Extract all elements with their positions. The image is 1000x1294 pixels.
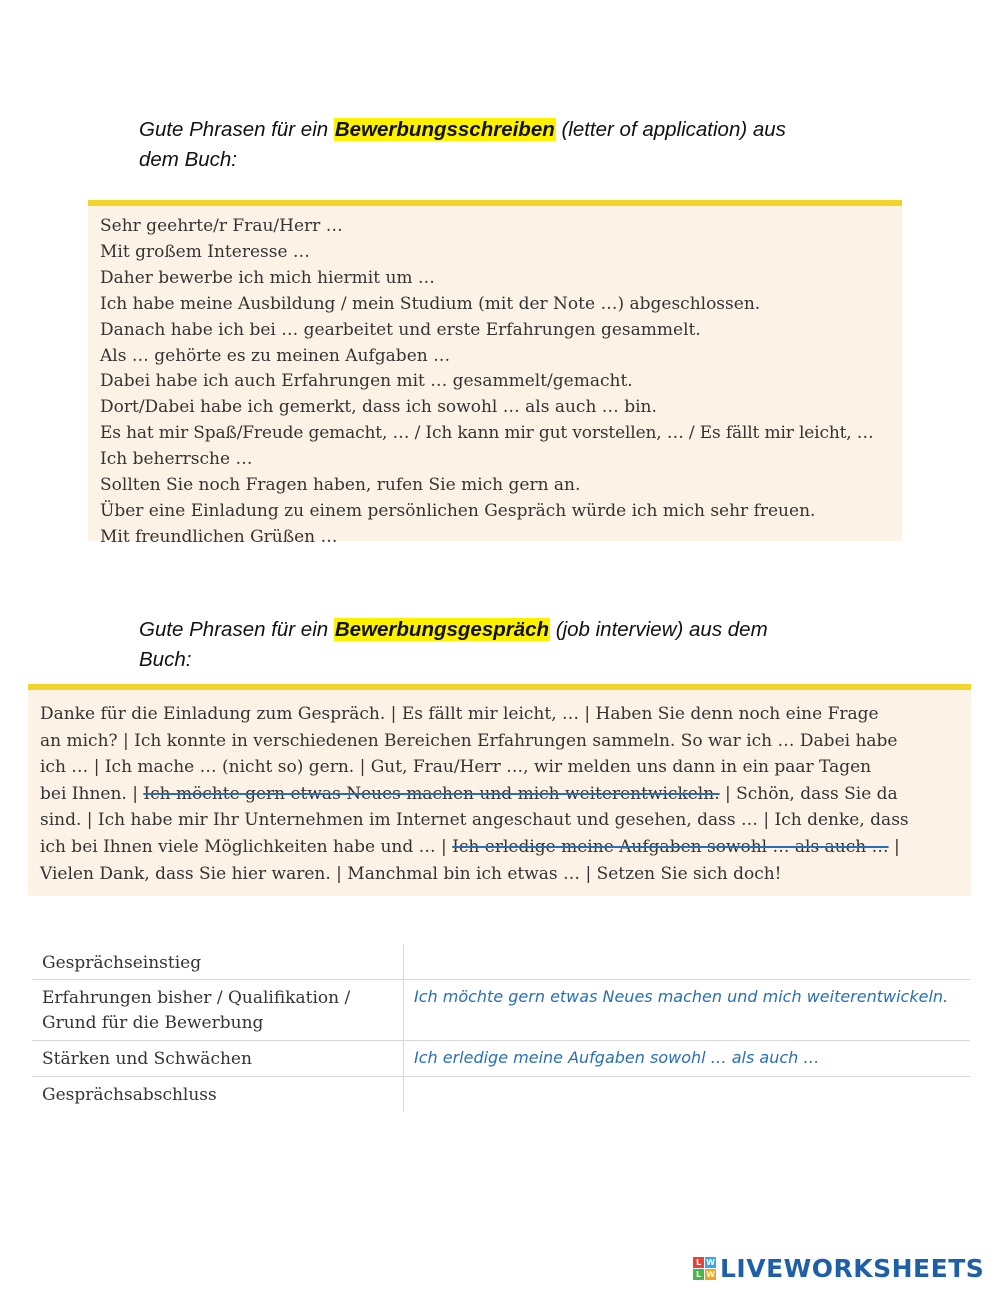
struck-phrase: Ich möchte gern etwas Neues machen und mich weiterentwickeln.	[143, 783, 720, 804]
phrase-line: Sollten Sie noch Fragen haben, rufen Sie mich gern an.	[100, 475, 581, 496]
struck-phrase: Ich erledige meine Aufgaben sowohl … als auch …	[452, 836, 889, 857]
row-label: Stärken und Schwächen	[32, 1041, 404, 1076]
section2-heading	[139, 615, 839, 675]
text-segment: bei Ihnen. |	[40, 783, 144, 804]
logo-letter: L	[693, 1269, 704, 1280]
text-segment: ich bei Ihnen viele Möglichkeiten habe und … |	[40, 836, 453, 857]
heading-line2: Buch:	[139, 648, 192, 671]
heading-line2: dem Buch:	[139, 148, 237, 171]
heading-highlight: Bewerbungsschreiben	[334, 118, 555, 141]
heading-suffix: (job interview) aus dem	[550, 618, 768, 641]
phrase-line: Mit freundlichen Grüßen …	[100, 526, 338, 547]
phrase-line: Es hat mir Spaß/Freude gemacht, … / Ich kann mir gut vorstellen, … / Es fällt mir leicht, …	[100, 423, 874, 444]
letter-phrases-box	[88, 200, 902, 547]
logo-letter: W	[706, 1258, 715, 1267]
phrase-line: Dort/Dabei habe ich gemerkt, dass ich sowohl … als auch … bin.	[100, 397, 657, 418]
paragraph-line: Vielen Dank, dass Sie hier waren. | Manchmal bin ich etwas … | Setzen Sie sich doch!	[40, 863, 782, 884]
paragraph-line: sind. | Ich habe mir Ihr Unternehmen im Internet angeschaut und gesehen, dass … | Ich denke, dass	[40, 810, 909, 831]
logo-mark-icon	[693, 1257, 716, 1280]
heading-suffix: (letter of application) aus	[555, 118, 786, 141]
table-row	[32, 944, 970, 980]
answer-field[interactable]: Ich möchte gern etwas Neues machen und mich weiterentwickeln.	[414, 987, 949, 1006]
answer-field[interactable]	[404, 944, 970, 979]
paragraph-line: an mich? | Ich konnte in verschiedenen Bereichen Erfahrungen sammeln. So war ich … Dabei habe	[40, 730, 898, 751]
paragraph-line: ich … | Ich mache … (nicht so) gern. | Gut, Frau/Herr …, wir melden uns dann in ein paar Tagen	[40, 757, 872, 778]
heading-prefix: Gute Phrasen für ein	[139, 618, 334, 641]
phrase-line: Über eine Einladung zu einem persönlichen Gespräch würde ich mich sehr freuen.	[100, 500, 816, 521]
logo-letter: W	[706, 1270, 715, 1279]
section1-heading	[139, 115, 839, 175]
row-label: Erfahrungen bisher / Qualifikation / Grund für die Bewerbung	[32, 980, 404, 1040]
phrase-line: Daher bewerbe ich mich hiermit um …	[100, 267, 435, 288]
heading-highlight: Bewerbungsgespräch	[334, 618, 550, 641]
liveworksheets-logo	[693, 1254, 984, 1283]
phrase-line: Ich habe meine Ausbildung / mein Studium (mit der Note …) abgeschlossen.	[100, 293, 761, 314]
phrase-line: Als … gehörte es zu meinen Aufgaben …	[100, 345, 451, 366]
phrase-line: Ich beherrsche …	[100, 449, 253, 470]
interview-phrases-paragraph	[40, 701, 970, 887]
interview-phrases-box	[28, 684, 971, 896]
answer-field[interactable]: Ich erledige meine Aufgaben sowohl … als auch …	[414, 1048, 820, 1067]
phrase-list	[100, 214, 874, 551]
logo-text: LIVEWORKSHEETS	[720, 1254, 985, 1283]
logo-letter: L	[693, 1257, 704, 1268]
phrase-line: Dabei habe ich auch Erfahrungen mit … gesammelt/gemacht.	[100, 371, 633, 392]
answer-field[interactable]	[404, 1077, 970, 1112]
row-label: Gesprächseinstieg	[32, 944, 404, 979]
row-label: Gesprächsabschluss	[32, 1077, 404, 1112]
heading-prefix: Gute Phrasen für ein	[139, 118, 334, 141]
paragraph-line	[40, 781, 970, 808]
paragraph-line	[40, 834, 970, 861]
table-row	[32, 1041, 970, 1077]
paragraph-line: Danke für die Einladung zum Gespräch. | Es fällt mir leicht, … | Haben Sie denn noch eine Frage	[40, 704, 879, 724]
text-segment: |	[888, 836, 900, 857]
text-segment: | Schön, dass Sie da	[719, 783, 898, 804]
phrase-line: Mit großem Interesse …	[100, 241, 310, 262]
phrase-line: Danach habe ich bei … gearbeitet und erste Erfahrungen gesammelt.	[100, 319, 701, 340]
interview-structure-table	[32, 944, 970, 1112]
phrase-line: Sehr geehrte/r Frau/Herr …	[100, 216, 343, 236]
table-row	[32, 980, 970, 1041]
table-row	[32, 1077, 970, 1112]
